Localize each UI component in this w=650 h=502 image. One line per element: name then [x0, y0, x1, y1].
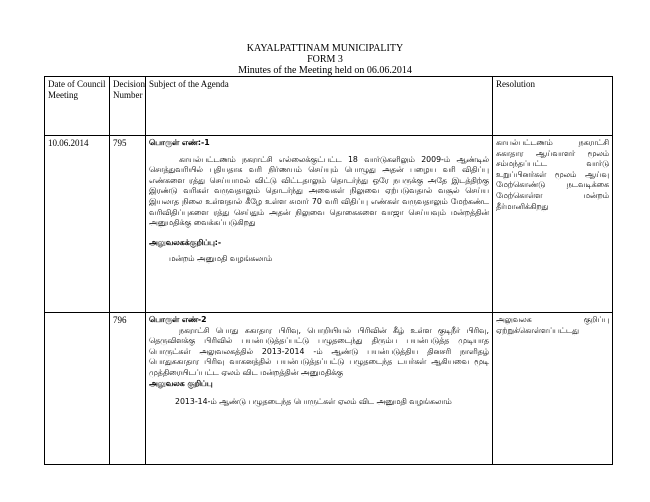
decision-number-cell: 795: [110, 136, 146, 313]
subject-cell: [146, 313, 493, 465]
table-header-row: [45, 77, 613, 136]
subject-cell: [146, 136, 493, 313]
column-header-resolution: Resolution: [493, 77, 613, 136]
table-row: [45, 136, 613, 313]
subject-heading: பொருள் எண்-2: [149, 315, 207, 324]
office-note-label: அலுவலக குறிப்பு: [149, 378, 213, 388]
subject-body: நகராட்சி பொது சுகாதார பிரிவு, பொறியியல் பிரிவின் கீழ் உள்ள குடிநீர் பிரிவு, தெருவிளக்கு பிரிவில் பயன்படுத்தப்பட்டு பழுதடைந்து திரும்ப பயன்படுத்த முடியாத பொருட்கள் அலுவலகத்தில் 2013-2014 -ம் ஆண்டு பயன்படுத்திய தினசரி நாளிதழ் பொதுசுகாதார பிரிவு வாகனத்தில் பயன்படுத்தப்பட்டு பழுதடைந்த டயர்கள் ஆகியவை மூடி முத்திரையிடப்பட்ட ஏலம் விட மன்றத்தின் அனுமதிக்கு: [149, 325, 489, 377]
table-row: [45, 313, 613, 465]
resolution-cell: காயல்பட்டணம் நகராட்சி சுகாதார ஆய்வாளர் மூலம் சம்மந்தப்பட்ட வார்டு உறுப்பினர்கள் மூலம் ஆய்வு மேற்கொண்டு நடவடிக்கை மேற்கொள்ள மன்றம் தீர்மானிக்கிறது: [493, 136, 613, 313]
subject-body: காயல்பட்டணம் நகராட்சி எல்லைக்குட்பட்ட 18 வார்டுகளிலும் 2009-ம் ஆண்டில் சொத்துவரியில் புதியதாக வரி நிர்ணயம் செய்யும் பொழுது அதன் பழைய வரி விதிப்பு எண்களை ரத்து செய்யாமல் விட்டு விட்டதாலும் தொடர்ந்து ஒரே நபருக்கு அதே இடத்திற்கு இரண்டு வரிகள் வருவதாலும் தொடர்ந்து அவைகள் நிலுவை ஏற்படுவதால் வசூல் செய்ய இயலாத நிலை உள்ளதால் கீழே உள்ள சுமார் 70 வரி விதிப்பு எண்கள் வருவதாலும் மேற்கண்ட வரிவிதிப்புகளை ரத்து செய்தும் அதன் நிலுவை தொகைகளை வாஜா செய்யவும் மன்றத்தின் அனுமதிக்கு வைக்கப்படுகிறது: [149, 154, 489, 228]
office-note-text: மன்றம் அனுமதி வழங்கலாம்: [169, 254, 273, 264]
decision-number-cell: 796: [110, 313, 146, 465]
form-label: FORM 3: [307, 54, 343, 65]
meeting-date-cell: [45, 313, 110, 465]
office-note-label: அலுவலகக்குறிப்பு:-: [149, 237, 222, 247]
document-title: KAYALPATTINAM MUNICIPALITY: [246, 43, 404, 54]
subject-heading: பொருள் எண்:-1: [149, 138, 210, 147]
meeting-date-cell: 10.06.2014: [45, 136, 110, 313]
column-header-date: Date of Council Meeting: [45, 77, 110, 136]
resolution-cell: அலுவலக குறிப்பு ஏற்றுக்கொள்ளப்பட்டது: [493, 313, 613, 465]
column-header-decision-number: Decision Number: [110, 77, 146, 136]
minutes-table: [44, 76, 613, 465]
office-note-text: 2013-14-ம் ஆண்டு பழுதடைந்த பொருட்கள் ஏலம் விட அனுமதி வழங்கலாம்: [175, 397, 452, 407]
minutes-subtitle: Minutes of the Meeting held on 06.06.2014: [238, 65, 412, 76]
column-header-subject: Subject of the Agenda: [146, 77, 493, 136]
